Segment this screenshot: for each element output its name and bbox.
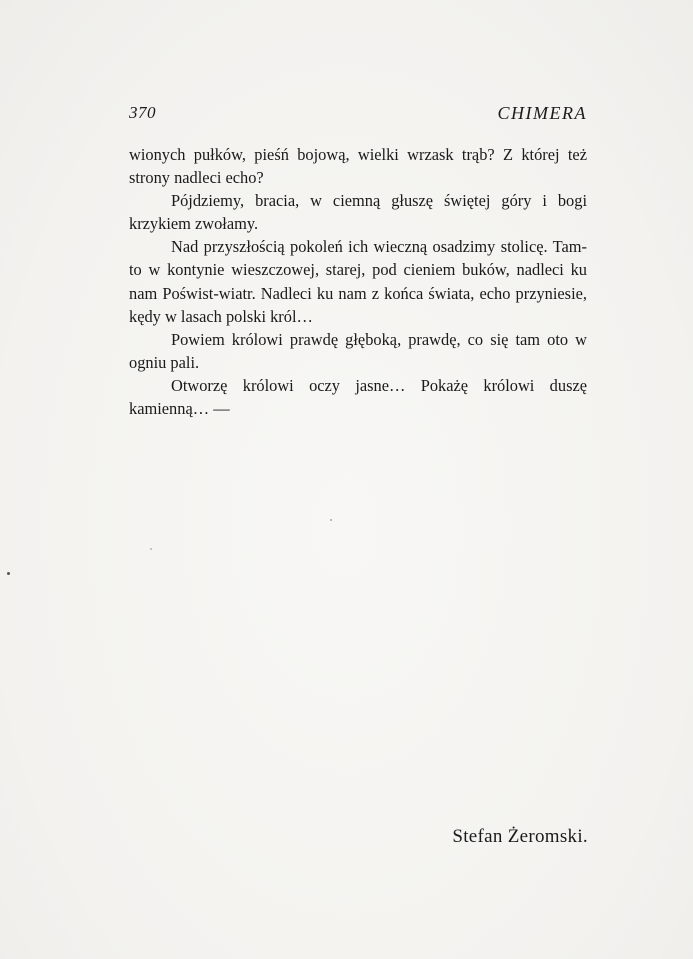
paragraph: Otworzę królowi oczy jasne… Pokażę królowi duszę kamienną… — (129, 375, 587, 419)
paper-speck (7, 572, 10, 575)
page-header (129, 103, 587, 127)
page-number: 370 (129, 103, 156, 122)
paragraph: Pójdziemy, bracia, w ciemną głuszę świętej góry i bogi krzykiem zwołamy. (129, 191, 587, 234)
running-title: CHIMERA (497, 103, 587, 123)
author-signature: Stefan Żeromski. (452, 826, 588, 847)
paragraph-continued: wionych pułków, pieśń bojową, wielki wrzask trąb? Z której też strony nadleci echo? (129, 145, 587, 188)
paper-speck (150, 548, 152, 550)
paragraph: Powiem królowi prawdę głęboką, prawdę, co się tam oto w ogniu pali. (129, 329, 587, 372)
paragraph: Nad przyszłością pokoleń ich wieczną osadzimy stolicę. Tam-to w kontynie wieszczowej, starej, pod cieniem buków, nadleci ku nam Poświst-wiatr. Nadleci ku nam z końca świata, echo przyniesie, kędy w lasach polski król… (129, 237, 587, 326)
paper-speck (330, 519, 332, 521)
main-text (129, 143, 587, 420)
